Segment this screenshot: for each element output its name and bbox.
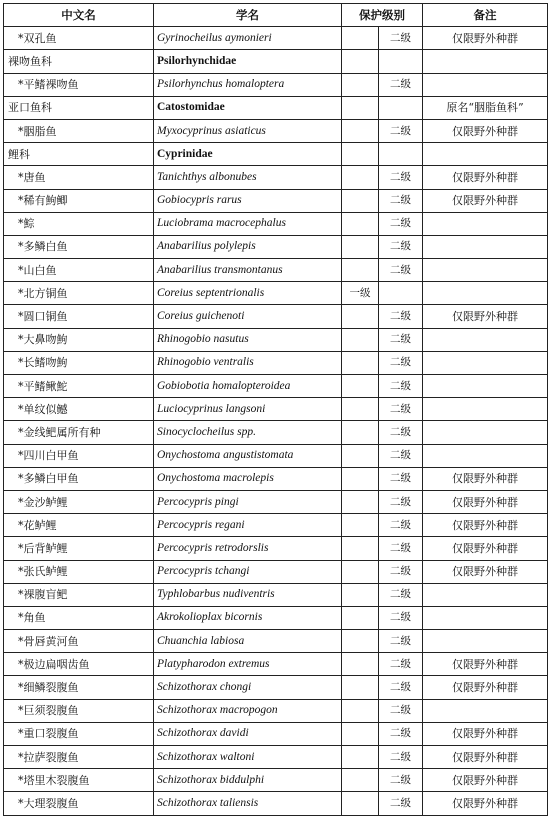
cn-name-cell: *双孔鱼 — [4, 27, 154, 50]
table-header — [4, 4, 548, 27]
level-two-cell: 二级 — [379, 351, 423, 374]
level-one-cell — [342, 792, 379, 815]
table-row — [4, 769, 548, 792]
level-one-cell — [342, 537, 379, 560]
sci-name-cell: Schizothorax davidi — [154, 722, 342, 745]
remarks-cell: 仅限野外种群 — [423, 119, 548, 142]
level-one-cell — [342, 143, 379, 166]
cn-name-cell: *北方铜鱼 — [4, 282, 154, 305]
remarks-cell: 仅限野外种群 — [423, 537, 548, 560]
remarks-cell: 仅限野外种群 — [423, 560, 548, 583]
table-row — [4, 792, 548, 815]
header-row — [4, 4, 548, 27]
remarks-cell: 仅限野外种群 — [423, 769, 548, 792]
sci-name-cell: Anabarilius polylepis — [154, 235, 342, 258]
remarks-cell — [423, 328, 548, 351]
cn-name-cell: *拉萨裂腹鱼 — [4, 746, 154, 769]
remarks-cell — [423, 375, 548, 398]
table-row — [4, 514, 548, 537]
level-two-cell: 二级 — [379, 189, 423, 212]
remarks-cell — [423, 351, 548, 374]
header-cn-name: 中文名 — [4, 4, 154, 27]
level-one-cell — [342, 212, 379, 235]
table-row — [4, 398, 548, 421]
sci-name-cell: Typhlobarbus nudiventris — [154, 583, 342, 606]
level-one-cell — [342, 514, 379, 537]
cn-name-cell: *张氏鲈鲤 — [4, 560, 154, 583]
level-two-cell: 二级 — [379, 746, 423, 769]
level-two-cell: 二级 — [379, 305, 423, 328]
table-row — [4, 259, 548, 282]
cn-name-cell: *金线鲃属所有种 — [4, 421, 154, 444]
sci-name-cell: Rhinogobio ventralis — [154, 351, 342, 374]
table-row — [4, 676, 548, 699]
level-one-cell — [342, 444, 379, 467]
cn-name-cell: *裸腹盲鲃 — [4, 583, 154, 606]
remarks-cell: 仅限野外种群 — [423, 746, 548, 769]
cn-name-cell: *大理裂腹鱼 — [4, 792, 154, 815]
level-one-cell — [342, 421, 379, 444]
cn-name-cell: *稀有鮈鲫 — [4, 189, 154, 212]
level-one-cell — [342, 746, 379, 769]
table-row — [4, 467, 548, 490]
sci-name-cell: Sinocyclocheilus spp. — [154, 421, 342, 444]
level-one-cell — [342, 259, 379, 282]
level-two-cell: 二级 — [379, 792, 423, 815]
remarks-cell — [423, 606, 548, 629]
remarks-cell — [423, 444, 548, 467]
level-one-cell — [342, 305, 379, 328]
table-row — [4, 583, 548, 606]
cn-name-cell: *山白鱼 — [4, 259, 154, 282]
remarks-cell — [423, 73, 548, 96]
remarks-cell — [423, 212, 548, 235]
cn-name-cell: *多鳞白甲鱼 — [4, 467, 154, 490]
header-protection-level: 保护级别 — [342, 4, 423, 27]
remarks-cell — [423, 282, 548, 305]
table-body — [4, 27, 548, 815]
table-row — [4, 235, 548, 258]
sci-name-cell: Gobiobotia homalopteroidea — [154, 375, 342, 398]
sci-name-cell: Luciocyprinus langsoni — [154, 398, 342, 421]
table-row — [4, 119, 548, 142]
table-row — [4, 490, 548, 513]
level-one-cell — [342, 166, 379, 189]
level-one-cell: 一级 — [342, 282, 379, 305]
remarks-cell: 仅限野外种群 — [423, 467, 548, 490]
sci-name-cell: Schizothorax macropogon — [154, 699, 342, 722]
level-one-cell — [342, 467, 379, 490]
table-row — [4, 722, 548, 745]
sci-name-cell: Catostomidae — [154, 96, 342, 119]
table-row — [4, 328, 548, 351]
level-two-cell — [379, 282, 423, 305]
sci-name-cell: Onychostoma macrolepis — [154, 467, 342, 490]
level-one-cell — [342, 653, 379, 676]
level-two-cell: 二级 — [379, 699, 423, 722]
level-two-cell: 二级 — [379, 560, 423, 583]
family-row — [4, 143, 548, 166]
sci-name-cell: Schizothorax waltoni — [154, 746, 342, 769]
table-row — [4, 166, 548, 189]
sci-name-cell: Percocypris tchangi — [154, 560, 342, 583]
table-row — [4, 653, 548, 676]
level-two-cell: 二级 — [379, 375, 423, 398]
remarks-cell — [423, 583, 548, 606]
sci-name-cell: Gobiocypris rarus — [154, 189, 342, 212]
table-row — [4, 606, 548, 629]
sci-name-cell: Schizothorax biddulphi — [154, 769, 342, 792]
level-two-cell: 二级 — [379, 537, 423, 560]
level-one-cell — [342, 560, 379, 583]
cn-name-cell: *平鳍鳅鮀 — [4, 375, 154, 398]
sci-name-cell: Tanichthys albonubes — [154, 166, 342, 189]
level-one-cell — [342, 676, 379, 699]
sci-name-cell: Rhinogobio nasutus — [154, 328, 342, 351]
cn-name-cell: *塔里木裂腹鱼 — [4, 769, 154, 792]
family-row — [4, 96, 548, 119]
level-one-cell — [342, 50, 379, 73]
remarks-cell: 仅限野外种群 — [423, 189, 548, 212]
header-sci-name: 学名 — [154, 4, 342, 27]
cn-name-cell: *唐鱼 — [4, 166, 154, 189]
sci-name-cell: Percocypris regani — [154, 514, 342, 537]
sci-name-cell: Psilorhynchidae — [154, 50, 342, 73]
remarks-cell: 仅限野外种群 — [423, 166, 548, 189]
level-two-cell: 二级 — [379, 769, 423, 792]
header-remarks: 备注 — [423, 4, 548, 27]
cn-name-cell: *重口裂腹鱼 — [4, 722, 154, 745]
level-one-cell — [342, 96, 379, 119]
remarks-cell: 仅限野外种群 — [423, 676, 548, 699]
level-one-cell — [342, 73, 379, 96]
table-row — [4, 351, 548, 374]
sci-name-cell: Coreius septentrionalis — [154, 282, 342, 305]
remarks-cell: 仅限野外种群 — [423, 792, 548, 815]
cn-name-cell: *圆口铜鱼 — [4, 305, 154, 328]
level-two-cell: 二级 — [379, 444, 423, 467]
level-two-cell: 二级 — [379, 259, 423, 282]
cn-name-cell: *单纹似鳡 — [4, 398, 154, 421]
cn-name-cell: *鯮 — [4, 212, 154, 235]
family-row — [4, 50, 548, 73]
remarks-cell: 仅限野外种群 — [423, 27, 548, 50]
level-one-cell — [342, 583, 379, 606]
level-one-cell — [342, 27, 379, 50]
level-two-cell: 二级 — [379, 73, 423, 96]
level-two-cell — [379, 96, 423, 119]
table-row — [4, 630, 548, 653]
table-row — [4, 27, 548, 50]
table-row — [4, 699, 548, 722]
level-one-cell — [342, 490, 379, 513]
cn-name-cell: *大鼻吻鮈 — [4, 328, 154, 351]
remarks-cell — [423, 398, 548, 421]
remarks-cell — [423, 143, 548, 166]
remarks-cell: 原名“胭脂鱼科” — [423, 96, 548, 119]
level-two-cell: 二级 — [379, 235, 423, 258]
sci-name-cell: Luciobrama macrocephalus — [154, 212, 342, 235]
level-two-cell: 二级 — [379, 514, 423, 537]
level-two-cell: 二级 — [379, 676, 423, 699]
level-two-cell: 二级 — [379, 328, 423, 351]
sci-name-cell: Anabarilius transmontanus — [154, 259, 342, 282]
remarks-cell: 仅限野外种群 — [423, 722, 548, 745]
table-row — [4, 212, 548, 235]
table-row — [4, 189, 548, 212]
level-two-cell: 二级 — [379, 630, 423, 653]
level-two-cell: 二级 — [379, 212, 423, 235]
remarks-cell — [423, 630, 548, 653]
remarks-cell: 仅限野外种群 — [423, 653, 548, 676]
table-row — [4, 421, 548, 444]
level-two-cell: 二级 — [379, 653, 423, 676]
level-one-cell — [342, 769, 379, 792]
cn-name-cell: *后背鲈鲤 — [4, 537, 154, 560]
level-one-cell — [342, 722, 379, 745]
table-row — [4, 560, 548, 583]
sci-name-cell: Akrokolioplax bicornis — [154, 606, 342, 629]
level-two-cell: 二级 — [379, 722, 423, 745]
level-one-cell — [342, 119, 379, 142]
sci-name-cell: Myxocyprinus asiaticus — [154, 119, 342, 142]
level-one-cell — [342, 398, 379, 421]
table-row — [4, 282, 548, 305]
level-two-cell: 二级 — [379, 398, 423, 421]
level-one-cell — [342, 235, 379, 258]
cn-name-cell: *胭脂鱼 — [4, 119, 154, 142]
remarks-cell — [423, 699, 548, 722]
sci-name-cell: Schizothorax taliensis — [154, 792, 342, 815]
species-protection-table — [3, 3, 548, 816]
sci-name-cell: Psilorhynchus homaloptera — [154, 73, 342, 96]
remarks-cell — [423, 259, 548, 282]
sci-name-cell: Platypharodon extremus — [154, 653, 342, 676]
sci-name-cell: Chuanchia labiosa — [154, 630, 342, 653]
level-two-cell: 二级 — [379, 421, 423, 444]
level-two-cell: 二级 — [379, 467, 423, 490]
cn-name-cell: *骨唇黄河鱼 — [4, 630, 154, 653]
cn-name-cell: 亚口鱼科 — [4, 96, 154, 119]
remarks-cell — [423, 421, 548, 444]
cn-name-cell: *角鱼 — [4, 606, 154, 629]
remarks-cell: 仅限野外种群 — [423, 490, 548, 513]
sci-name-cell: Cyprinidae — [154, 143, 342, 166]
level-two-cell: 二级 — [379, 166, 423, 189]
level-two-cell: 二级 — [379, 27, 423, 50]
table-row — [4, 305, 548, 328]
table-row — [4, 537, 548, 560]
table-row — [4, 73, 548, 96]
level-two-cell — [379, 50, 423, 73]
sci-name-cell: Percocypris pingi — [154, 490, 342, 513]
sci-name-cell: Percocypris retrodorslis — [154, 537, 342, 560]
level-one-cell — [342, 351, 379, 374]
sci-name-cell: Schizothorax chongi — [154, 676, 342, 699]
sci-name-cell: Onychostoma angustistomata — [154, 444, 342, 467]
cn-name-cell: *长鳍吻鮈 — [4, 351, 154, 374]
level-one-cell — [342, 375, 379, 398]
cn-name-cell: *金沙鲈鲤 — [4, 490, 154, 513]
cn-name-cell: *四川白甲鱼 — [4, 444, 154, 467]
cn-name-cell: *平鳍裸吻鱼 — [4, 73, 154, 96]
level-one-cell — [342, 606, 379, 629]
level-one-cell — [342, 630, 379, 653]
remarks-cell: 仅限野外种群 — [423, 305, 548, 328]
level-two-cell: 二级 — [379, 119, 423, 142]
level-two-cell: 二级 — [379, 490, 423, 513]
cn-name-cell: 裸吻鱼科 — [4, 50, 154, 73]
cn-name-cell: *多鳞白鱼 — [4, 235, 154, 258]
level-two-cell: 二级 — [379, 606, 423, 629]
cn-name-cell: *细鳞裂腹鱼 — [4, 676, 154, 699]
level-two-cell — [379, 143, 423, 166]
cn-name-cell: *花鲈鲤 — [4, 514, 154, 537]
level-two-cell: 二级 — [379, 583, 423, 606]
cn-name-cell: 鲤科 — [4, 143, 154, 166]
sci-name-cell: Coreius guichenoti — [154, 305, 342, 328]
sci-name-cell: Gyrinocheilus aymonieri — [154, 27, 342, 50]
remarks-cell — [423, 50, 548, 73]
cn-name-cell: *巨须裂腹鱼 — [4, 699, 154, 722]
level-one-cell — [342, 699, 379, 722]
remarks-cell — [423, 235, 548, 258]
cn-name-cell: *极边扁咽齿鱼 — [4, 653, 154, 676]
level-one-cell — [342, 328, 379, 351]
table-row — [4, 375, 548, 398]
remarks-cell: 仅限野外种群 — [423, 514, 548, 537]
table-row — [4, 444, 548, 467]
table-row — [4, 746, 548, 769]
level-one-cell — [342, 189, 379, 212]
